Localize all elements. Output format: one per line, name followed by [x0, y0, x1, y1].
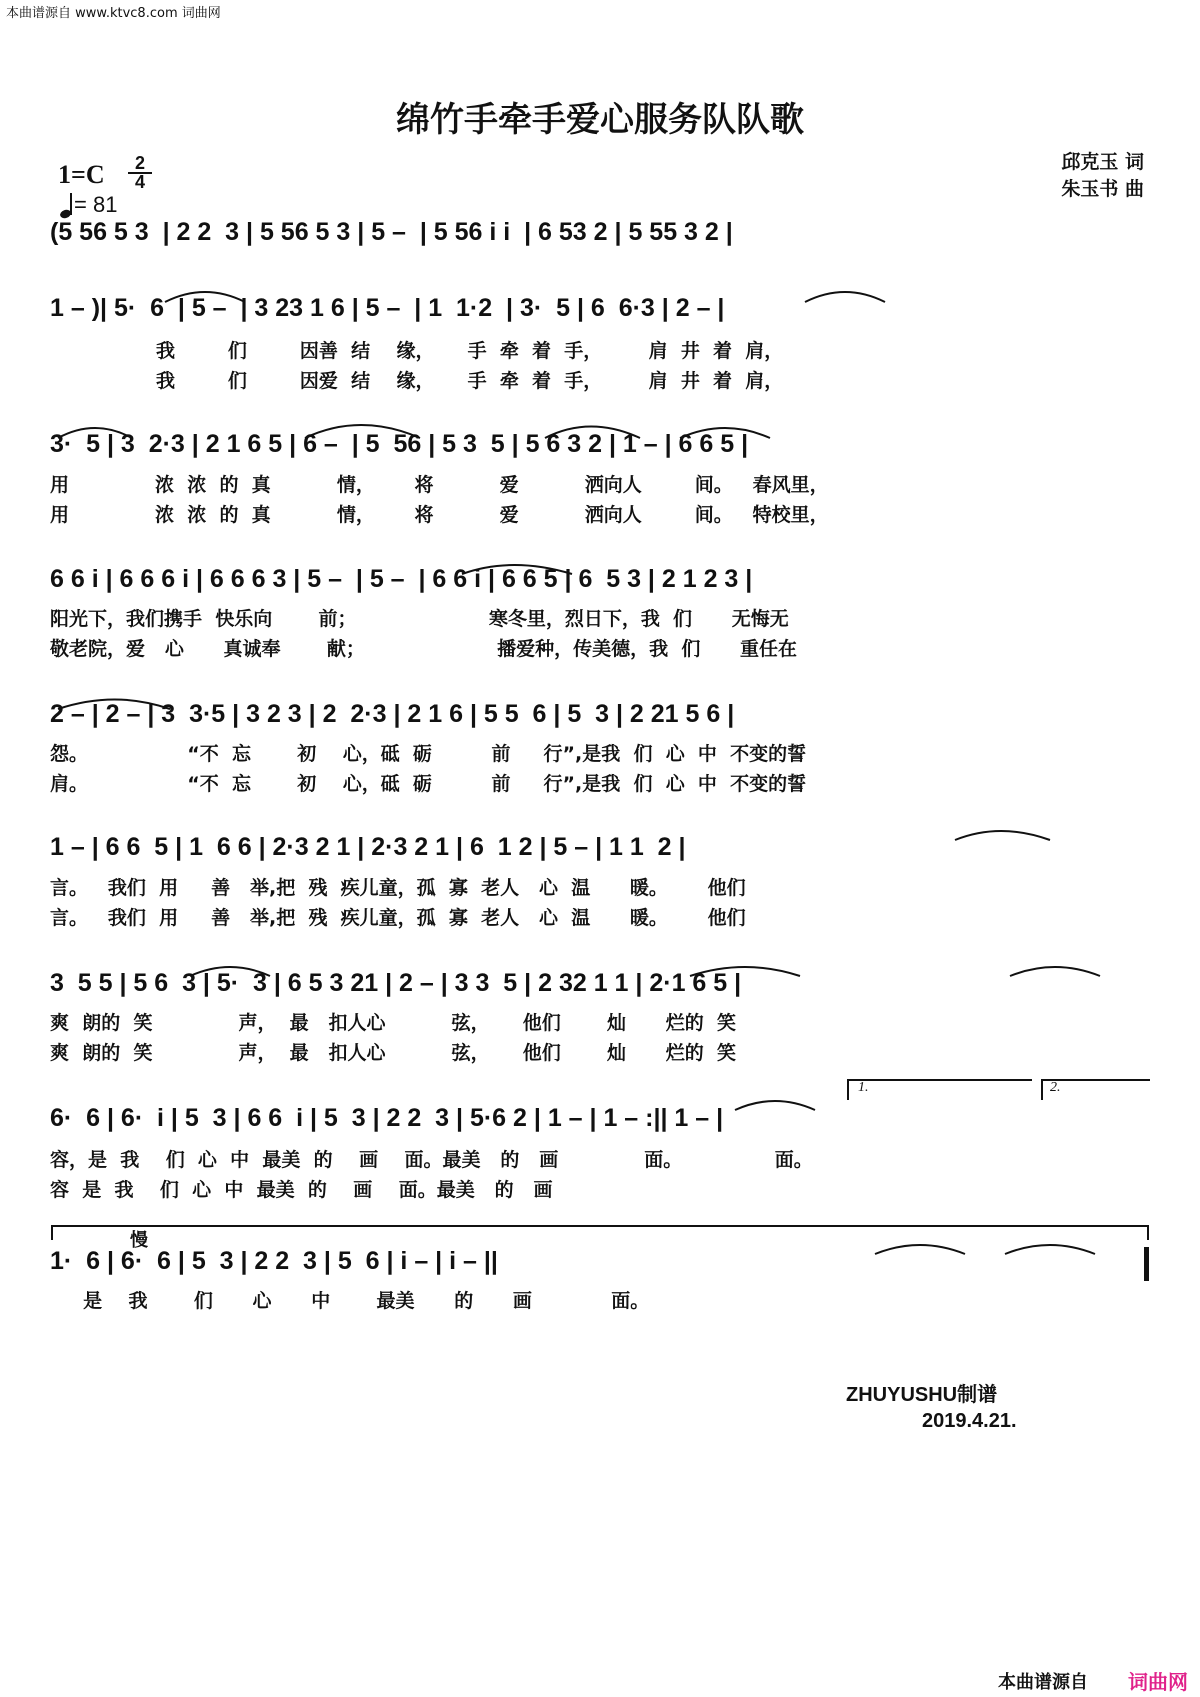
lyric-line: 言。 我们 用 善 举,把 残 疾儿童，孤 寡 老人 心 温 暖。 他们 [50, 877, 746, 899]
lyric-line: 用 浓 浓 的 真 情， 将 爱 洒向人 间。 春风里， [50, 474, 829, 496]
footer-maker: ZHUYUSHU制谱 [846, 1384, 998, 1406]
lyric-line: 我 们 因爱 结 缘， 手 牵 着 手， 肩 井 着 肩， [156, 370, 784, 392]
time-signature-bottom: 4 [134, 172, 145, 192]
notes-line: 1 – )| 5· 6 | 5 – | 3 23 1 6 | 5 – | 1 1·2 | 3· 5 | 6 6·3 | 2 – | [50, 294, 725, 322]
volta-bracket [848, 1080, 1032, 1100]
score-system-6 [50, 833, 1150, 873]
score-system-1 [50, 218, 1150, 258]
notes-line: 3· 5 | 3 2·3 | 2 1 6 5 | 6 – | 5 56 | 5 3 5 | 5 6 3 2 | 1 – | 6 6 5 | [50, 430, 749, 458]
song-title: 绵竹手牵手爱心服务队队歌 [396, 100, 804, 140]
score-system-7 [50, 969, 1150, 1009]
lyric-line: 我 们 因善 结 缘， 手 牵 着 手， 肩 井 着 肩， [156, 340, 784, 362]
tempo-slow-mark: 慢 [130, 1230, 148, 1251]
footer-date: 2019.4.21. [922, 1410, 1017, 1432]
volta-first: 1. [858, 1080, 869, 1095]
lyric-line: 爽 朗的 笑 声， 最 扣人心 弦， 他们 灿 烂的 笑 [50, 1042, 736, 1064]
composer-credit: 朱玉书 曲 [1061, 178, 1144, 200]
key-signature: 1=C [58, 160, 105, 189]
footer-source: 本曲谱源自 [998, 1672, 1088, 1693]
lyric-line: 肩。 “不 忘 初 心，砥 砺 前 行”,是我 们 心 中 不变的誓 [50, 773, 807, 795]
lyric-line: 爽 朗的 笑 声， 最 扣人心 弦， 他们 灿 烂的 笑 [50, 1012, 736, 1034]
header-source-text: 本曲谱源自 www.ktvc8.com 词曲网 [6, 6, 221, 21]
volta-second: 2. [1050, 1080, 1061, 1095]
score-system-4 [50, 565, 1150, 605]
time-signature [128, 155, 152, 190]
lyric-line: 阳光下，我们携手 快乐向 前； 寒冬里，烈日下，我 们 无悔无 [50, 608, 789, 630]
lyric-line: 容 是 我 们 心 中 最美 的 画 面。最美 的 画 [50, 1179, 553, 1201]
notes-line: (5 56 5 3 | 2 2 3 | 5 56 5 3 | 5 – | 5 56 i i | 6 53 2 | 5 55 3 2 | [50, 218, 733, 246]
lyric-line: 怨。 “不 忘 初 心，砥 砺 前 行”,是我 们 心 中 不变的誓 [50, 743, 807, 765]
notes-line: 1 – | 6 6 5 | 1 6 6 | 2·3 2 1 | 2·3 2 1 | 6 1 2 | 5 – | 1 1 2 | [50, 833, 686, 861]
score-system-2 [50, 294, 1150, 334]
footer-logo: 词曲网 [1128, 1670, 1188, 1694]
end-bracket [52, 1226, 1148, 1240]
score-system-5 [50, 700, 1150, 740]
quarter-note-icon [60, 194, 74, 218]
time-signature-top: 2 [128, 155, 152, 174]
lyric-line: 容，是 我 们 心 中 最美 的 画 面。最美 的 画 面。 面。 [50, 1149, 813, 1171]
score-system-9 [50, 1247, 1150, 1287]
notes-line: 6· 6 | 6· i | 5 3 | 6 6 i | 5 3 | 2 2 3 | 5·6 2 | 1 – | 1 – :|| 1 – | [50, 1104, 724, 1132]
lyric-line: 是 我 们 心 中 最美 的 画 面。 [50, 1290, 650, 1312]
score-system-3 [50, 430, 1150, 470]
notes-line: 3 5 5 | 5 6 3 | 5· 3 | 6 5 3 21 | 2 – | 3 3 5 | 2 32 1 1 | 2·1 6 5 | [50, 969, 742, 997]
tempo-marking [60, 192, 117, 218]
notes-line: 2 – | 2 – | 3 3·5 | 3 2 3 | 2 2·3 | 2 1 6 | 5 5 6 | 5 3 | 2 21 5 6 | [50, 700, 735, 728]
notes-line: 1· 6 | 6· 6 | 5 3 | 2 2 3 | 5 6 | i – | i – || [50, 1247, 498, 1275]
tempo-value: = 81 [74, 192, 118, 217]
score-system-8 [50, 1104, 1150, 1144]
notes-line: 6 6 i | 6 6 6 i | 6 6 6 3 | 5 – | 5 – | 6 6 i | 6 6 5 | 6 5 3 | 2 1 2 3 | [50, 565, 753, 593]
lyricist-credit: 邱克玉 词 [1061, 151, 1144, 173]
lyric-line: 言。 我们 用 善 举,把 残 疾儿童，孤 寡 老人 心 温 暖。 他们 [50, 907, 746, 929]
lyric-line: 用 浓 浓 的 真 情， 将 爱 洒向人 间。 特校里， [50, 504, 829, 526]
lyric-line: 敬老院，爱 心 真诚奉 献； 播爱种，传美德，我 们 重任在 [50, 638, 798, 660]
